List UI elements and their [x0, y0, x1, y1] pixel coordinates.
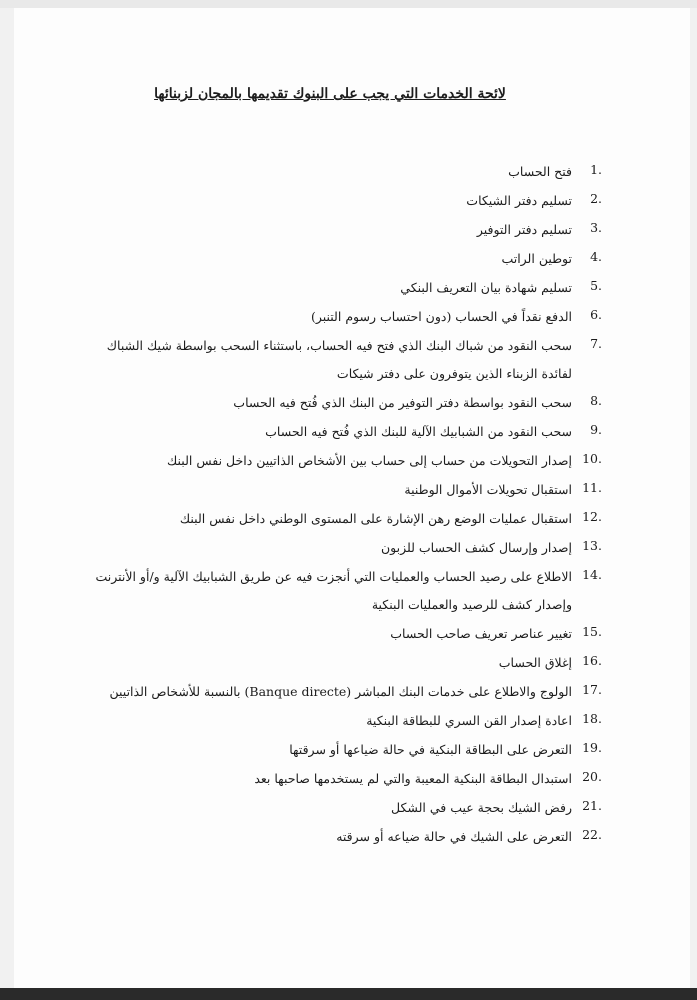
- item-number: 5.: [590, 278, 602, 293]
- item-text: [62, 393, 572, 412]
- item-text-line: سحب النقود من الشبابيك الآلية للبنك الذي فُتح فيه الحساب: [265, 424, 572, 439]
- item-number: 22.: [582, 827, 602, 842]
- item-text: [62, 220, 572, 239]
- item-text-line: إصدار وإرسال كشف الحساب للزبون: [380, 540, 572, 555]
- item-text-line: وإصدار كشف للرصيد والعمليات البنكية: [371, 597, 572, 612]
- list-item: [62, 162, 602, 181]
- list-item: [62, 624, 602, 643]
- item-number: 17.: [582, 682, 602, 697]
- list-item: [62, 393, 602, 412]
- item-number: 15.: [582, 624, 602, 639]
- item-text-line: الولوج والاطلاع على خدمات البنك المباشر (Banque directe) بالنسبة للأشخاص الذاتيين: [109, 684, 572, 699]
- item-number: 19.: [582, 740, 602, 755]
- item-text-line: تسليم دفتر الشيكات: [466, 193, 572, 208]
- list-item: [62, 422, 602, 441]
- list-item: [62, 711, 602, 730]
- item-text: [62, 682, 572, 701]
- item-text-line: إصدار التحويلات من حساب إلى حساب بين الأشخاص الذاتيين داخل نفس البنك: [167, 453, 572, 468]
- item-text-line: اعادة إصدار القن السري للبطاقة البنكية: [366, 713, 572, 728]
- item-text: [62, 249, 572, 268]
- services-list: [62, 162, 602, 856]
- item-text-line: استقبال تحويلات الأموال الوطنية: [404, 482, 572, 497]
- item-text: [62, 191, 572, 210]
- item-number: 1.: [590, 162, 602, 177]
- item-text: [62, 769, 572, 788]
- list-item: [62, 538, 602, 557]
- list-item: [62, 480, 602, 499]
- item-number: 20.: [582, 769, 602, 784]
- item-text: [62, 307, 572, 326]
- item-text-line: سحب النقود من شباك البنك الذي فتح فيه الحساب، باستثناء السحب بواسطة شيك الشباك: [106, 338, 572, 353]
- item-text: [62, 509, 572, 528]
- top-strip: [0, 0, 697, 8]
- item-number: 4.: [590, 249, 602, 264]
- list-item: [62, 827, 602, 846]
- item-number: 12.: [582, 509, 602, 524]
- item-number: 18.: [582, 711, 602, 726]
- item-text: [62, 798, 572, 817]
- item-number: 16.: [582, 653, 602, 668]
- item-number: 2.: [590, 191, 602, 206]
- item-text-line: لفائدة الزبناء الذين يتوفرون على دفتر شيكات: [336, 366, 572, 381]
- list-item: [62, 682, 602, 701]
- item-text: [62, 422, 572, 441]
- item-text-line: الاطلاع على رصيد الحساب والعمليات التي أنجزت فيه عن طريق الشبابيك الآلية و/أو الأنترنت: [95, 569, 572, 584]
- item-number: 8.: [590, 393, 602, 408]
- bottom-strip: [0, 988, 697, 1000]
- item-text-line: إغلاق الحساب: [498, 655, 572, 670]
- item-text-line: تغيير عناصر تعريف صاحب الحساب: [390, 626, 572, 641]
- item-number: 14.: [582, 567, 602, 582]
- item-text-line: التعرض على البطاقة البنكية في حالة ضياعها أو سرقتها: [289, 742, 572, 757]
- item-text: [62, 827, 572, 846]
- item-number: 13.: [582, 538, 602, 553]
- item-text-line: رفض الشيك بحجة عيب في الشكل: [391, 800, 572, 815]
- item-text: [62, 567, 572, 614]
- list-item: [62, 191, 602, 210]
- item-text-line: تسليم شهادة بيان التعريف البنكي: [400, 280, 572, 295]
- item-text-line: فتح الحساب: [508, 164, 572, 179]
- list-item: [62, 740, 602, 759]
- list-item: [62, 451, 602, 470]
- list-item: [62, 798, 602, 817]
- item-number: 3.: [590, 220, 602, 235]
- item-number: 11.: [582, 480, 602, 495]
- item-text: [62, 653, 572, 672]
- item-text: [62, 624, 572, 643]
- list-item: [62, 653, 602, 672]
- list-item: [62, 249, 602, 268]
- list-item: [62, 220, 602, 239]
- item-number: 7.: [590, 336, 602, 351]
- list-item: [62, 567, 602, 614]
- item-text-line: تسليم دفتر التوفير: [476, 222, 572, 237]
- item-text-line: الدفع نقداً في الحساب (دون احتساب رسوم التنبر): [310, 309, 572, 324]
- item-text: [62, 451, 572, 470]
- item-text-line: سحب النقود بواسطة دفتر التوفير من البنك الذي فُتح فيه الحساب: [233, 395, 572, 410]
- list-item: [62, 509, 602, 528]
- item-number: 9.: [590, 422, 602, 437]
- list-item: [62, 769, 602, 788]
- item-text-line: استبدال البطاقة البنكية المعيبة والتي لم يستخدمها صاحبها بعد: [254, 771, 572, 786]
- item-text: [62, 480, 572, 499]
- item-number: 21.: [582, 798, 602, 813]
- item-text: [62, 538, 572, 557]
- item-text: [62, 711, 572, 730]
- item-text: [62, 278, 572, 297]
- item-text-line: توطين الراتب: [501, 251, 572, 266]
- list-item: [62, 307, 602, 326]
- list-item: [62, 336, 602, 383]
- item-text: [62, 336, 572, 383]
- item-number: 6.: [590, 307, 602, 322]
- item-text: [62, 162, 572, 181]
- item-text: [62, 740, 572, 759]
- item-number: 10.: [582, 451, 602, 466]
- item-text-line: التعرض على الشيك في حالة ضياعه أو سرقته: [336, 829, 572, 844]
- document-title: لائحة الخدمات التي يجب على البنوك تقديمها بالمجان لزبنائها: [154, 86, 506, 102]
- list-item: [62, 278, 602, 297]
- item-text-line: استقبال عمليات الوضع رهن الإشارة على المستوى الوطني داخل نفس البنك: [179, 511, 572, 526]
